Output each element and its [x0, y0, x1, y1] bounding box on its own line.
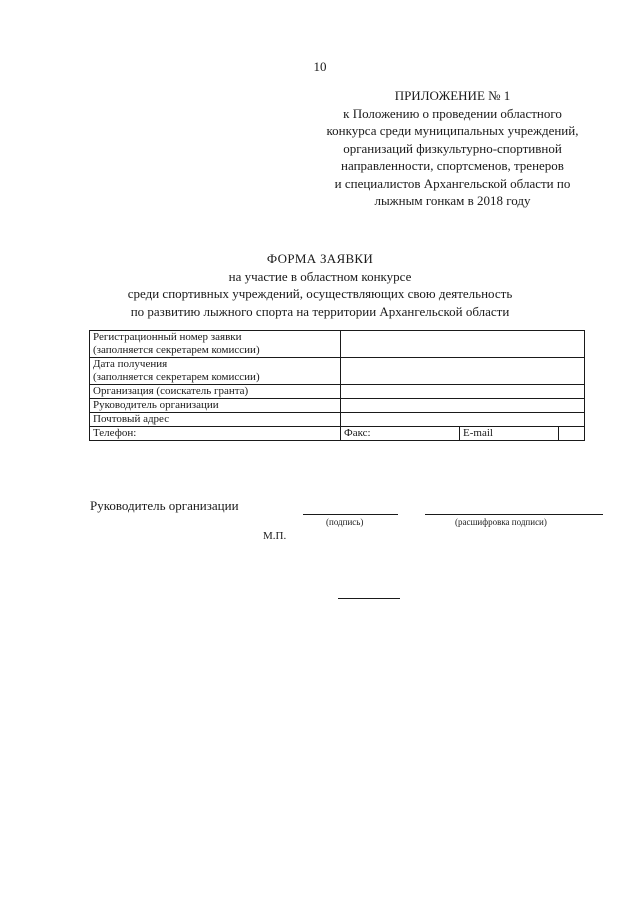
receipt-date-label: Дата получения (заполняется секретарем комиссии)	[90, 358, 341, 385]
table-row	[90, 358, 585, 385]
table-row	[90, 331, 585, 358]
table-row	[90, 385, 585, 399]
email-field[interactable]: E-mail	[460, 427, 559, 441]
decoding-caption: (расшифровка подписи)	[455, 517, 547, 527]
decoding-line	[425, 514, 603, 515]
signature-line	[303, 514, 398, 515]
appendix-line: организаций физкультурно-спортивной	[343, 140, 562, 156]
appendix-header	[280, 87, 625, 210]
form-subtitle-line: на участие в областном конкурсе	[228, 268, 412, 284]
phone-field[interactable]: Телефон:	[90, 427, 341, 441]
organization-field[interactable]	[341, 385, 585, 399]
form-subtitle-line: по развитию лыжного спорта на территории Архангельской области	[130, 303, 510, 319]
registration-number-field[interactable]	[341, 331, 585, 358]
appendix-line: конкурса среди муниципальных учреждений,	[326, 123, 579, 138]
appendix-line: и специалистов Архангельской области по	[334, 175, 571, 191]
signature-role: Руководитель организации	[90, 498, 239, 513]
application-table	[89, 330, 585, 441]
organization-label: Организация (соискатель гранта)	[90, 385, 341, 399]
appendix-title: ПРИЛОЖЕНИЕ № 1	[394, 88, 511, 103]
stamp-place: М.П.	[263, 530, 287, 542]
receipt-date-field[interactable]	[341, 358, 585, 385]
appendix-line: к Положению о проведении областного	[343, 105, 562, 121]
form-title-block	[0, 250, 640, 320]
postal-address-label: Почтовый адрес	[90, 413, 341, 427]
appendix-line: лыжным гонкам в 2018 году	[374, 193, 531, 208]
form-title: ФОРМА ЗАЯВКИ	[266, 251, 374, 266]
postal-address-field[interactable]	[341, 413, 585, 427]
form-subtitle-line: среди спортивных учреждений, осуществляющих свою деятельность	[127, 286, 513, 301]
director-field[interactable]	[341, 399, 585, 413]
email-value-field[interactable]	[559, 427, 585, 441]
signature-caption: (подпись)	[326, 517, 364, 527]
end-divider	[338, 598, 400, 599]
table-row	[90, 399, 585, 413]
table-row	[90, 427, 585, 441]
director-label: Руководитель организации	[90, 399, 341, 413]
appendix-line: направленности, спортсменов, тренеров	[341, 158, 564, 173]
registration-number-label: Регистрационный номер заявки (заполняется секретарем комиссии)	[90, 331, 341, 358]
fax-field[interactable]: Факс:	[341, 427, 460, 441]
page-number: 10	[313, 59, 327, 74]
table-row	[90, 413, 585, 427]
